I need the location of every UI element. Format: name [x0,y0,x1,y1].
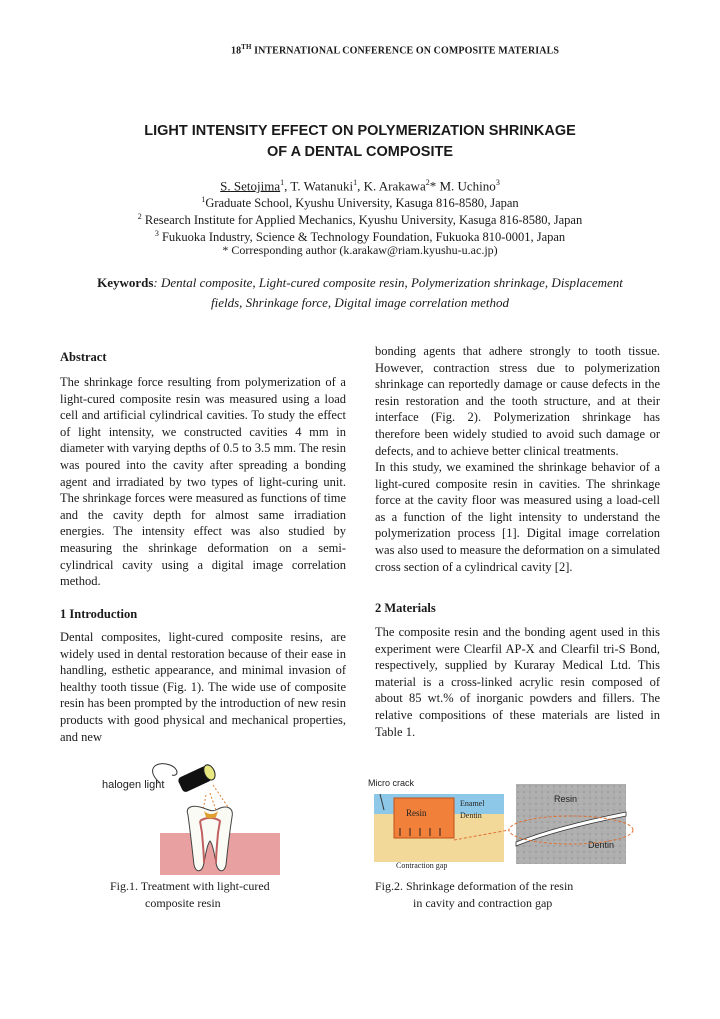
abstract-heading: Abstract [60,350,107,364]
micro-crack-label: Micro crack [368,778,415,788]
keywords-text: : Dental composite, Light-cured composite resin, Polymerization shrinkage, Displacement fields, Shrinkage force, Digital image correlation method [153,275,623,310]
body-text-1: bonding agents that adhere strongly to tooth tissue. However, contraction stress due to polymerization shrinkage can reportedly damage or cause defects in the resin restoration and the tooth structure, and at their interface (Fig. 2). Polymerization shrinkage has therefore been widely studied to avoid such damage or defects, and to achieve better clinical treatments. [375,344,660,458]
photo-dentin-label: Dentin [588,840,615,850]
figure-1-illustration [100,755,350,875]
affiliation-1: $^1$Graduate School, Kyushu University, Kasuga 816-8580, Japan [201,195,519,211]
affiliation-3: $^3$ Fukuoka Industry, Science & Technology Foundation, Fukuoka 810-0001, Japan [154,229,566,245]
photo-resin-label: Resin [554,794,578,804]
keywords [80,273,640,313]
body-text-2: In this study, we examined the shrinkage behavior of a light-cured composite resin in cavities. The shrinkage force at the cavity floor was measured using a load-cell as a function of the light intensity to understand the polymerization process [1]. Digital image correlation was also used to measure the deformation on a simulated cross section of a cylindrical cavity [2]. [375,460,660,574]
author-list: S. Setojima$^1$, T. Watanuki$^1$, K. Arakawa$^2$* M. Uchino$^3$ [220,178,500,194]
affiliation-2: $^2$ Research Institute for Applied Mechanics, Kyushu University, Kasuga 816-8580, Japan [137,212,583,228]
dentin-label: Dentin [460,811,482,820]
corresponding-author: * Corresponding author (k.arakaw@riam.kyushu-u.ac.jp) [222,243,498,257]
keywords-label: Keywords [97,275,154,290]
enamel-label: Enamel [460,799,485,808]
figure-1 [100,755,350,875]
materials-text: The composite resin and the bonding agent used in this experiment were Clearfil AP-X and Clearfil tri-S Bond, respectively, supplied by Kuraray Medical Ltd. This material is a cross-linked acrylic resin composed of about 85 wt.% of inorganic powders and fillers. The relative compositions of these materials are listed in Table 1. [375,625,660,739]
figure-1-caption: Fig.1. Treatment with light-cured composite resin [110,879,270,910]
introduction-text: Dental composites, light-cured composite resins, are widely used in dental restoration because of their ease in handling, esthetic appearance, and minimal invasion of healthy tooth tissue (Fig. 1). The wide use of composite resin has been prompted by the introduction of new resin products with good physical and mechanical properties, and new [60,630,346,744]
halogen-light-label: halogen light [102,779,165,791]
resin-label: Resin [406,808,427,818]
paper-title: LIGHT INTENSITY EFFECT ON POLYMERIZATION SHRINKAGE OF A DENTAL COMPOSITE [144,123,576,160]
figure-2-illustration [366,772,656,872]
materials-heading: 2 Materials [375,601,436,615]
contraction-gap-label: Contraction gap [396,861,448,870]
figure-2 [366,772,656,872]
abstract-text: The shrinkage force resulting from polymerization of a light-cured composite resin was measured using a load cell and artificial cylindrical cavities. To study the effect of light intensity, we constructed cavities 4 mm in diameter with varying depths of 0.5 to 3.5 mm. The resin was poured into the cavity after spreading a bonding agent and irradiated by two types of light-curing unit. The shrinkage forces were measured as functions of time and the cavity depth for almost same irradiation energies. The intensity effect was also studied by measuring the shrinkage deformation on a semi-cylindrical cavity using a digital image correlation method. [60,375,346,589]
conference-header: 18TH INTERNATIONAL CONFERENCE ON COMPOSITE MATERIALS [230,43,560,57]
introduction-heading: 1 Introduction [60,607,138,621]
figure-2-caption: Fig.2. Shrinkage deformation of the resin in cavity and contraction gap [375,879,574,910]
